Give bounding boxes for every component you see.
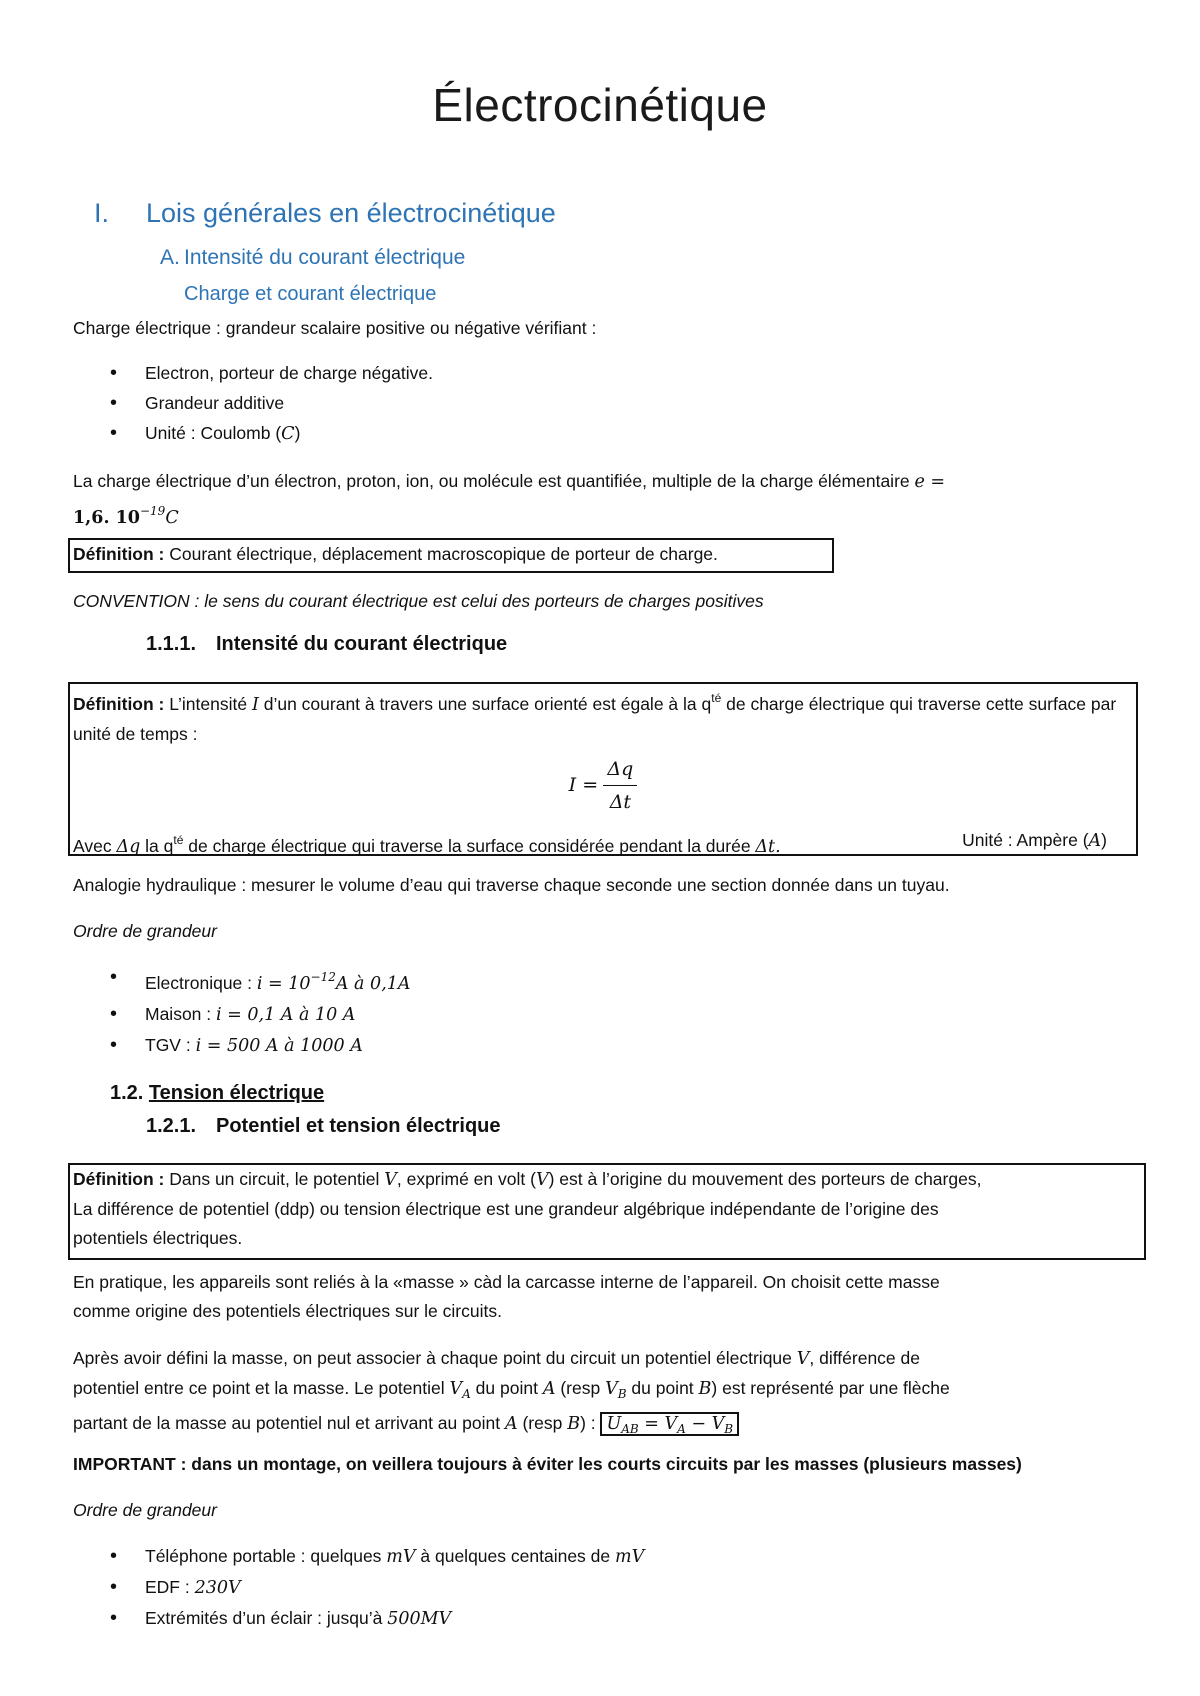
important-note: IMPORTANT : dans un montage, on veillera toujours à éviter les courts circuits par les masses (plusieurs masses) <box>73 1454 1022 1474</box>
list-item: • Grandeur additive <box>73 388 433 418</box>
list-item: • TGV : i = 500 A à 1000 A <box>73 1030 411 1061</box>
list-item: • Unité : Coulomb (C) <box>73 418 433 449</box>
list-item: • Electronique : $i = 10^{-12}A$ à 0,1A <box>73 962 411 999</box>
definition-text: Courant électrique, déplacement macroscopique de porteur de charge. <box>164 544 718 564</box>
subheading-charge: Charge et courant électrique <box>184 283 437 305</box>
heading-1-2: 1.2. Tension électrique <box>110 1082 325 1104</box>
heading-number: I. <box>94 198 110 228</box>
order-list-current <box>73 962 411 1061</box>
heading-section-1 <box>94 198 556 229</box>
list-item: • EDF : 230V <box>73 1572 644 1603</box>
list-item: • Extrémités d’un éclair : jusqu’à 500MV <box>73 1603 644 1634</box>
list-item: • Maison : i = 0,1 A à 10 A <box>73 999 411 1030</box>
definition-box-intensity <box>68 682 1138 856</box>
heading-1-2-1: 1.2.1. Potentiel et tension électrique <box>146 1115 501 1137</box>
practice-paragraph: En pratique, les appareils sont reliés à la «masse » càd la carcasse interne de l’appareil. On choisit cette masse comme origine des potentiels électriques sur le circuits. <box>73 1272 940 1321</box>
definition-intensity-avec: Avec Δq la $q^{té}$ de charge électrique qui traverse la surface considérée pendant la durée Δt. Unité : Ampère (A) <box>73 830 1107 857</box>
definition-potential-line: Définition : Dans un circuit, le potentiel V, exprimé en volt (V) est à l’origine du mouvement des porteurs de charges, <box>73 1169 982 1190</box>
order-list-voltage <box>73 1541 644 1634</box>
hydraulic-analogy: Analogie hydraulique : mesurer le volume d’eau qui traverse chaque seconde une section donnée dans un tuyau. <box>73 875 950 895</box>
heading-1-1-1: 1.1.1. Intensité du courant électrique <box>146 633 508 655</box>
intensity-formula: I = $\frac{\Delta q}{\Delta t}$ <box>73 755 1133 817</box>
heading-text: Lois générales en électrocinétique <box>146 198 556 228</box>
charge-intro: Charge électrique : grandeur scalaire positive ou négative vérifiant : <box>73 318 597 338</box>
definition-potential-line: potentiels électriques. <box>73 1228 243 1248</box>
definition-box-current <box>68 538 834 573</box>
charge-list <box>73 358 433 449</box>
convention-note: CONVENTION : le sens du courant électrique est celui des porteurs de charges positives <box>73 591 764 611</box>
order-of-magnitude-label-1: Ordre de grandeur <box>73 921 217 941</box>
definition-intensity-text: Définition : L’intensité I d’un courant à travers une surface orienté est égale à la $q^{té}$ de charge électrique qui traverse cette surface par unité de temps : <box>73 691 1117 744</box>
order-of-magnitude-label-2: Ordre de grandeur <box>73 1500 217 1520</box>
list-item: • Téléphone portable : quelques mV à quelques centaines de mV <box>73 1541 644 1572</box>
quantized-charge-paragraph: La charge électrique d’un électron, proton, ion, ou molécule est quantifiée, multiple de la charge élémentaire e = 1,6. $10^{-19}C$ <box>73 471 946 528</box>
voltage-formula: $U_{AB} = V_A - V_B$ <box>600 1412 739 1436</box>
heading-number: A. <box>160 246 180 269</box>
heading-section-a <box>160 246 465 270</box>
mass-paragraph: Après avoir défini la masse, on peut associer à chaque point du circuit un potentiel électrique V, différence de potentiel entre ce point et la masse. Le potentiel $V_A$ du point A (resp $V_B$ du point B) est représenté par une flèche partant de la masse au potentiel nul et arrivant au point A (resp B) : $U_{AB} = V_A - V_B$ <box>73 1348 950 1436</box>
heading-text: Intensité du courant électrique <box>184 246 466 269</box>
document-title: Électrocinétique <box>432 79 768 131</box>
list-item: • Electron, porteur de charge négative. <box>73 358 433 388</box>
definition-label: Définition : <box>73 544 165 564</box>
definition-potential-line: La différence de potentiel (ddp) ou tension électrique est une grandeur algébrique indépendante de l’origine des <box>73 1199 939 1219</box>
definition-box-potential <box>68 1163 1146 1260</box>
